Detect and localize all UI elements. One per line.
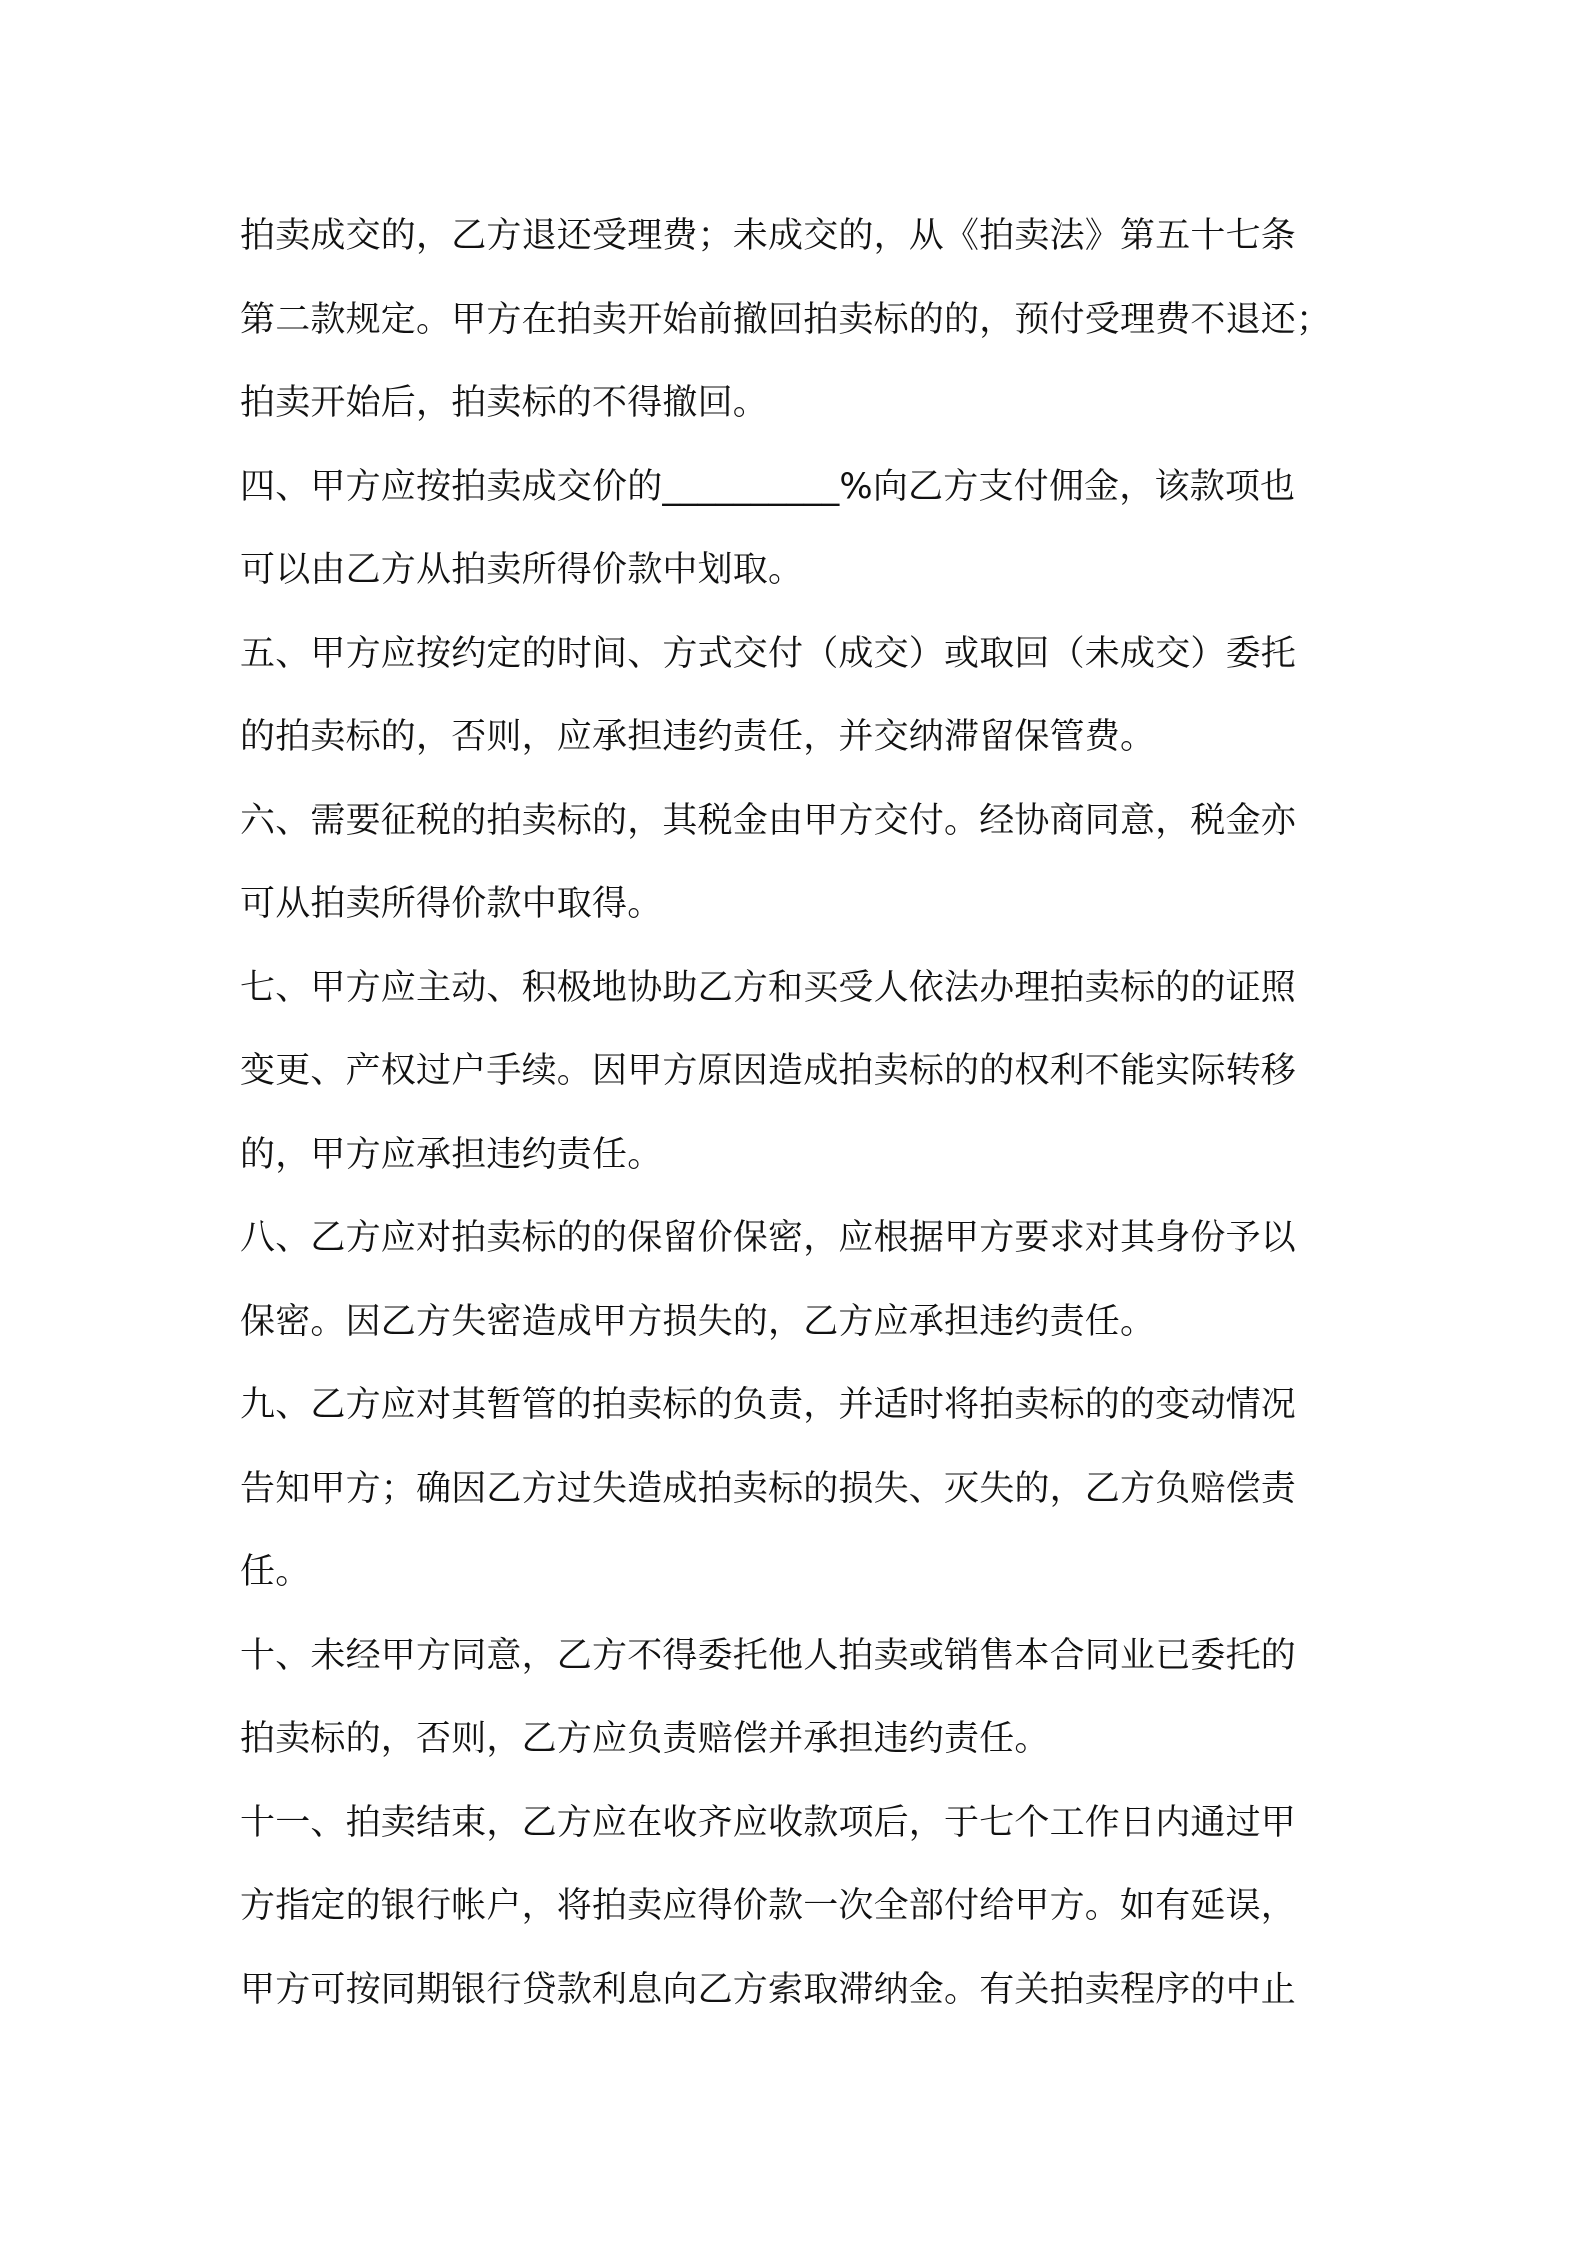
text-line: 可以由乙方从拍卖所得价款中划取。 [240, 550, 804, 590]
text-line: 五、甲方应按约定的时间、方式交付（成交）或取回（未成交）委托 [240, 633, 1297, 674]
text-line: 拍卖开始后，拍卖标的不得撤回。 [240, 383, 769, 423]
text-line: 方指定的银行帐户，将拍卖应得价款一次全部付给甲方。如有延误， [240, 1886, 1297, 1926]
text-line: 十、未经甲方同意，乙方不得委托他人拍卖或销售本合同业已委托的 [240, 1635, 1297, 1676]
text-line: 任。 [240, 1552, 311, 1592]
text-line: 拍卖成交的，乙方退还受理费；未成交的，从《拍卖法》第五十七条 [240, 216, 1297, 256]
text-line: 四、甲方应按拍卖成交价的__________%向乙方支付佣金，该款项也 [240, 466, 1296, 507]
text-line: 告知甲方；确因乙方过失造成拍卖标的损失、灭失的，乙方负赔偿责 [240, 1468, 1297, 1509]
text-line: 保密。因乙方失密造成甲方损失的，乙方应承担违约责任。 [240, 1301, 1156, 1342]
text-line: 六、需要征税的拍卖标的，其税金由甲方交付。经协商同意，税金亦 [240, 800, 1297, 841]
text-line: 十一、拍卖结束，乙方应在收齐应收款项后，于七个工作日内通过甲 [240, 1802, 1297, 1843]
text-line: 的拍卖标的，否则，应承担违约责任，并交纳滞留保管费。 [240, 717, 1156, 757]
text-line: 的，甲方应承担违约责任。 [240, 1134, 663, 1175]
text-line: 七、甲方应主动、积极地协助乙方和买受人依法办理拍卖标的的证照 [240, 967, 1297, 1008]
text-line: 可从拍卖所得价款中取得。 [240, 884, 663, 924]
text-line: 甲方可按同期银行贷款利息向乙方索取滞纳金。有关拍卖程序的中止 [240, 1969, 1297, 2010]
text-line: 九、乙方应对其暂管的拍卖标的负责，并适时将拍卖标的的变动情况 [240, 1385, 1297, 1425]
text-line: 第二款规定。甲方在拍卖开始前撤回拍卖标的的，预付受理费不退还； [240, 299, 1332, 340]
text-line: 变更、产权过户手续。因甲方原因造成拍卖标的的权利不能实际转移 [240, 1051, 1297, 1091]
text-line: 八、乙方应对拍卖标的的保留价保密，应根据甲方要求对其身份予以 [240, 1218, 1297, 1258]
text-line: 拍卖标的，否则，乙方应负责赔偿并承担违约责任。 [240, 1719, 1050, 1759]
document-page [240, 195, 1350, 2032]
